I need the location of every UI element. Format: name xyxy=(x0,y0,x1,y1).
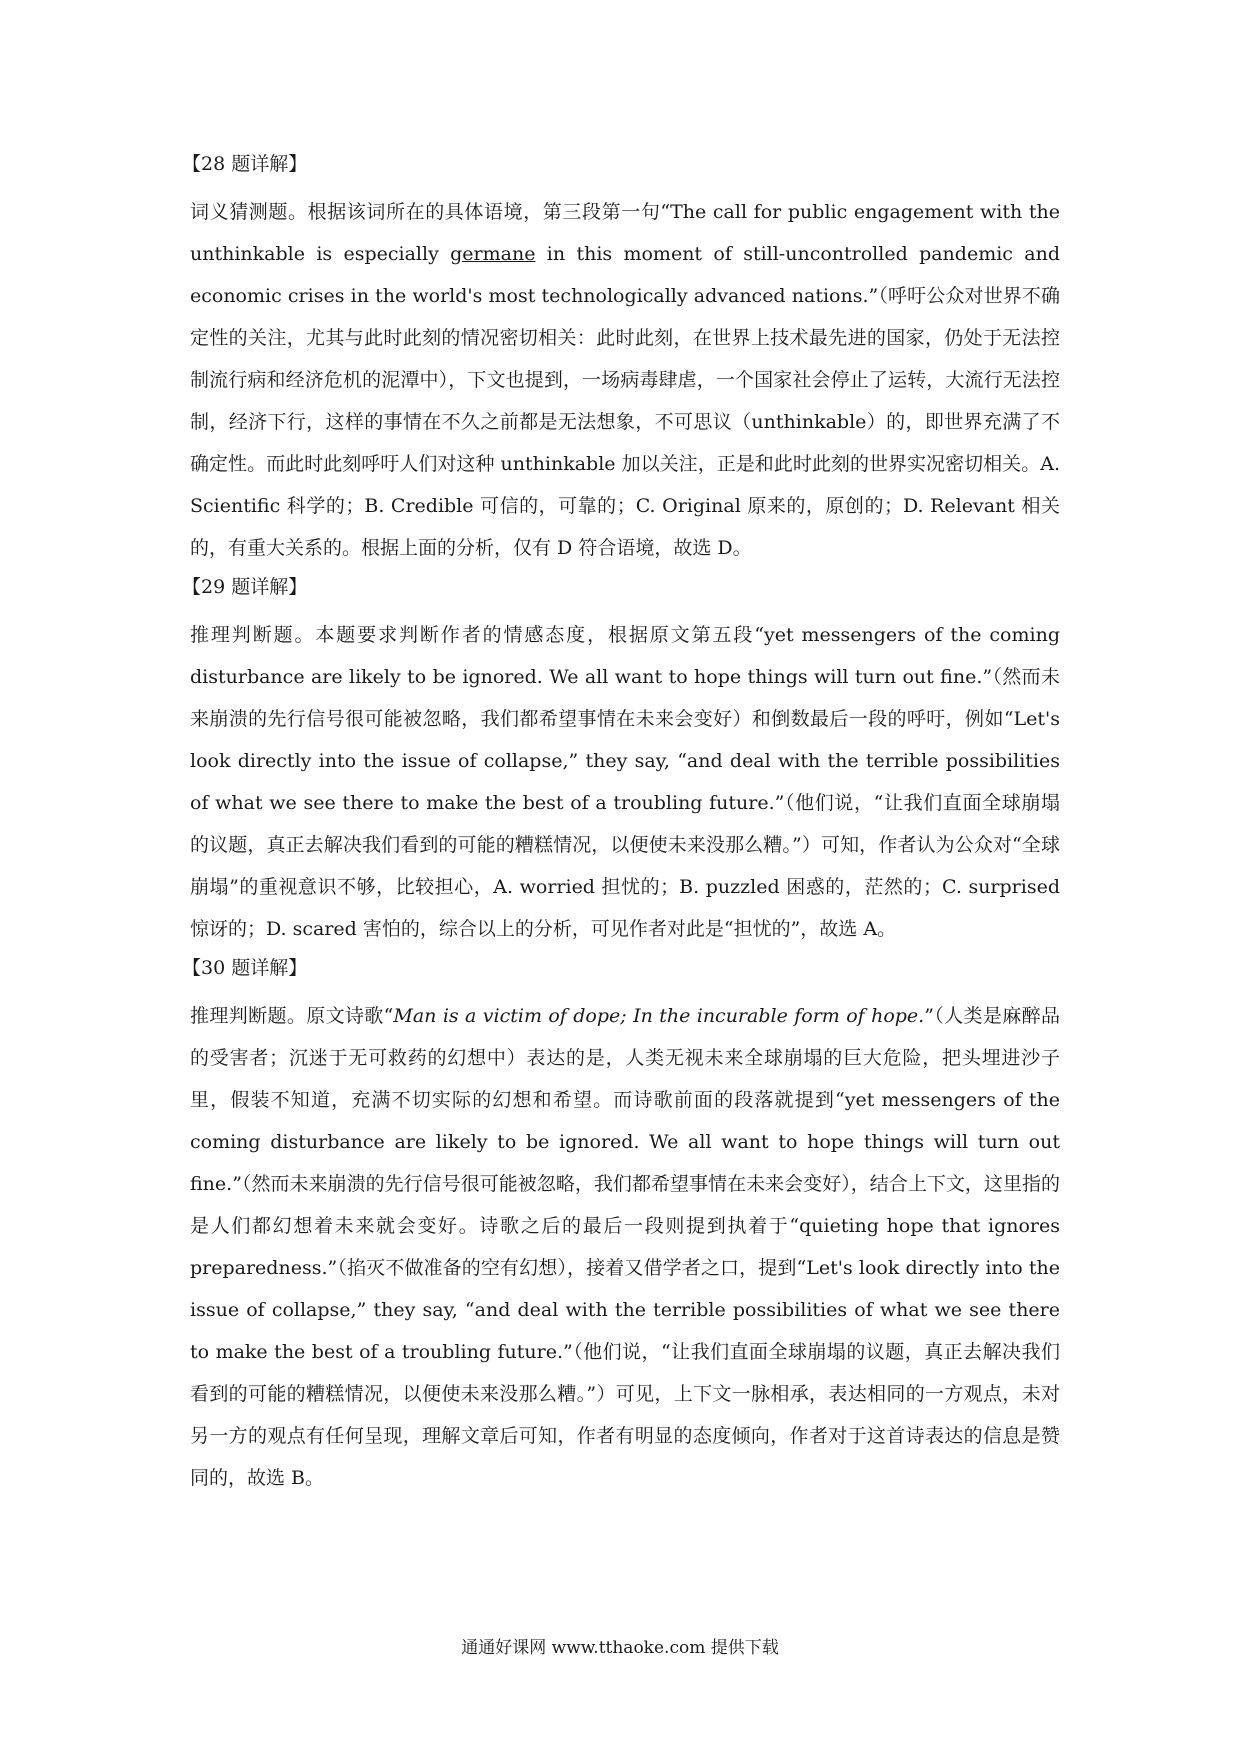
section-30-intro: 推理判断题。原文诗歌“ xyxy=(190,1005,394,1027)
keyword-germane: germane xyxy=(450,243,536,265)
section-body-30 xyxy=(190,995,1060,1499)
section-28-intro: 词义猜测题。根据该词所在的具体语境，第三段第一句“The call for public engagement with the unthinkable is especially xyxy=(190,201,1060,265)
poem-quote: Man is a victim of dope; In the incurable form of hope. xyxy=(393,1005,925,1027)
section-heading-28: 【28 题详解】 xyxy=(182,153,308,175)
section-30-rest: ”（人类是麻醉品的受害者；沉迷于无可救药的幻想中）表达的是，人类无视未来全球崩塌的巨大危险，把头埋进沙子里，假装不知道，充满不切实际的幻想和希望。而诗歌前面的段落就提到“yet messengers of the coming disturbance are likely to be ignored. We all want to hope things will turn out fine.”（然而未来崩溃的先行信号很可能被忽略，我们都希望事情在未来会变好），结合上下文，这里指的是人们都幻想着未来就会变好。诗歌之后的最后一段则提到执着于“quieting hope that ignores preparedness.”（掐灭不做准备的空有幻想），接着又借学者之口，提到“Let's look directly into the issue of collapse,” they say, “and deal with the terrible possibilities of what we see there to make the best of a troubling future.”（他们说，“让我们直面全球崩塌的议题，真正去解决我们看到的可能的糟糕情况，以便使未来没那么糟。”）可见，上下文一脉相承，表达相同的一方观点，未对另一方的观点有任何呈现，理解文章后可知，作者有明显的态度倾向，作者对于这首诗表达的信息是赞同的，故选 B。 xyxy=(190,1005,1061,1489)
page-footer: 通通好课网 www.tthaoke.com 提供下载 xyxy=(461,1638,779,1658)
section-body-29 xyxy=(190,614,1060,950)
section-29-text: 推理判断题。本题要求判断作者的情感态度，根据原文第五段“yet messengers of the coming disturbance are likely to be ignored. We all want to hope things will turn out fine.”（然而未来崩溃的先行信号很可能被忽略，我们都希望事情在未来会变好）和倒数最后一段的呼吁，例如“Let's look directly into the issue of collapse,” they say, “and deal with the terrible possibilities of what we see there to make the best of a troubling future.”（他们说，“让我们直面全球崩塌的议题，真正去解决我们看到的可能的糟糕情况，以便使未来没那么糟。”）可知，作者认为公众对“全球崩塌”的重视意识不够，比较担心，A. worried 担忧的；B. puzzled 困惑的，茫然的；C. surprised 惊讶的；D. scared 害怕的，综合以上的分析，可见作者对此是“担忧的”，故选 A。 xyxy=(190,624,1060,940)
section-28-rest: in this moment of still-uncontrolled pandemic and economic crises in the world's most technologically advanced nations.”（呼吁公众对世界不确定性的关注，尤其与此时此刻的情况密切相关：此时此刻，在世界上技术最先进的国家，仍处于无法控制流行病和经济危机的泥潭中），下文也提到，一场病毒肆虐，一个国家社会停止了运转，大流行无法控制，经济下行，这样的事情在不久之前都是无法想象，不可思议（unthinkable）的，即世界充满了不确定性。而此时此刻呼吁人们对这种 unthinkable 加以关注，正是和此时此刻的世界实况密切相关。A. Scientific 科学的；B. Credible 可信的，可靠的；C. Original 原来的，原创的；D. Relevant 相关的，有重大关系的。根据上面的分析，仅有 D 符合语境，故选 D。 xyxy=(190,243,1060,559)
document-body xyxy=(182,148,1061,1501)
section-heading-30: 【30 题详解】 xyxy=(182,957,308,979)
section-body-28 xyxy=(190,191,1060,569)
section-heading-29: 【29 题详解】 xyxy=(182,576,308,598)
